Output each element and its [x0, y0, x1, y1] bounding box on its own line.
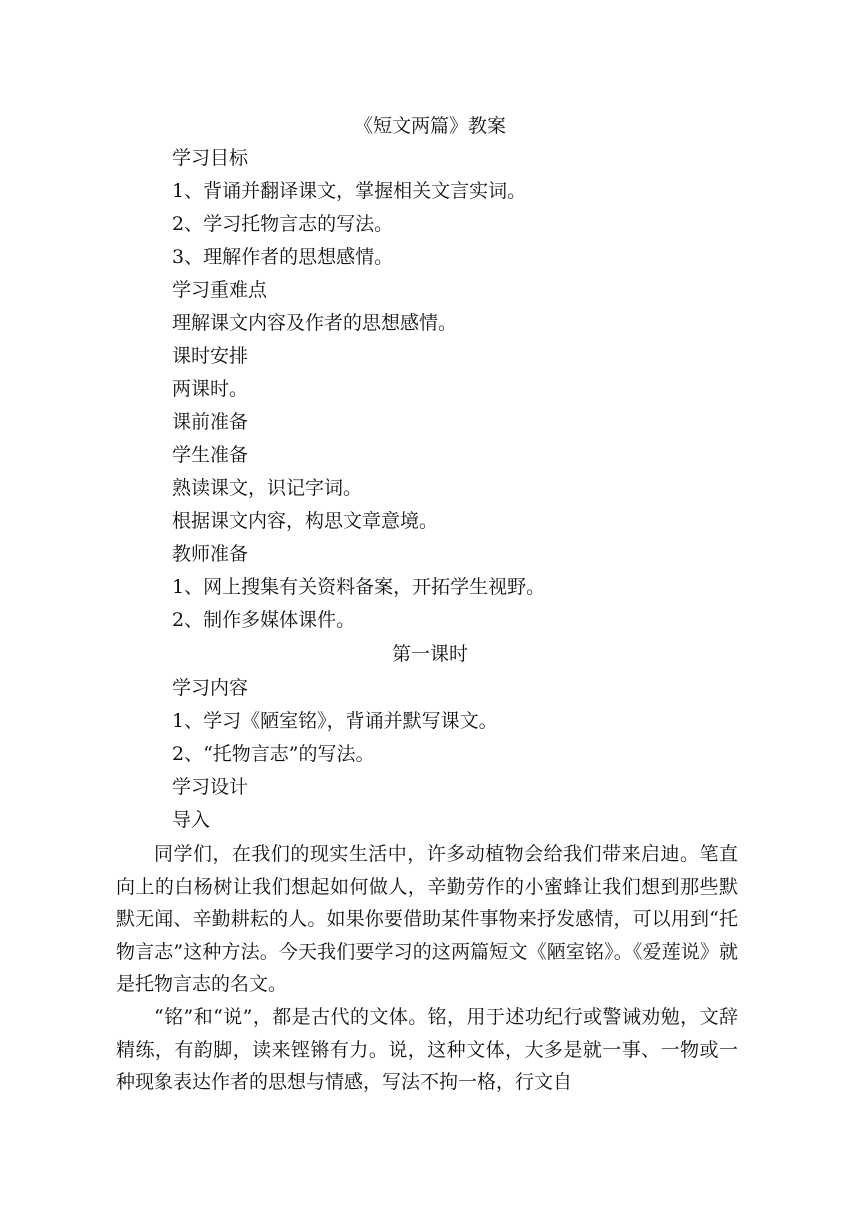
teacher-prep-item: 1、网上搜集有关资料备案，开拓学生视野。 [172, 576, 546, 598]
teacher-prep-heading: 教师准备 [172, 543, 249, 565]
intro-paragraph: 同学们，在我们的现实生活中，许多动植物会给我们带来启迪。笔直向上的白杨树让我们想起如何做人，辛勤劳作的小蜜蜂让我们想到那些默默无闻、辛勤耕耘的人。如果你要借助某件事物来抒发感情，可以用到“托物言志”这种方法。今天我们要学习的这两篇短文《陋室铭》。《爱莲说》就是托物言志的名文。 [116, 843, 738, 996]
goal-heading: 学习目标 [172, 147, 249, 169]
goal-item: 1、背诵并翻译课文，掌握相关文言实词。 [172, 180, 527, 202]
student-prep-item: 熟读课文，识记字词。 [172, 477, 363, 499]
design-heading: 学习设计 [172, 776, 249, 798]
lesson1-title: 第一课时 [391, 643, 468, 665]
goal-item: 3、理解作者的思想感情。 [172, 246, 394, 268]
schedule-heading: 课时安排 [172, 345, 249, 367]
student-prep-item: 根据课文内容，构思文章意境。 [172, 510, 439, 532]
content-heading: 学习内容 [172, 677, 249, 699]
key-text: 理解课文内容及作者的思想感情。 [172, 312, 458, 334]
prep-heading: 课前准备 [172, 411, 249, 433]
content-item: 2、“托物言志”的写法。 [172, 743, 375, 765]
key-heading: 学习重难点 [172, 279, 268, 301]
intro-heading: 导入 [172, 809, 211, 831]
schedule-text: 两课时。 [172, 378, 249, 400]
document-title: 《短文两篇》教案 [353, 115, 506, 137]
student-prep-heading: 学生准备 [172, 444, 249, 466]
content-item: 1、学习《陋室铭》，背诵并默写课文。 [172, 710, 498, 732]
goal-item: 2、学习托物言志的写法。 [172, 213, 394, 235]
teacher-prep-item: 2、制作多媒体课件。 [172, 609, 356, 631]
genre-paragraph: “铭”和“说”，都是古代的文体。铭，用于述功纪行或警诫劝勉，文辞精练，有韵脚，读来铿锵有力。说，这种文体，大多是就一事、一物或一种现象表达作者的思想与情感，写法不拘一格，行文自 [116, 1006, 738, 1094]
